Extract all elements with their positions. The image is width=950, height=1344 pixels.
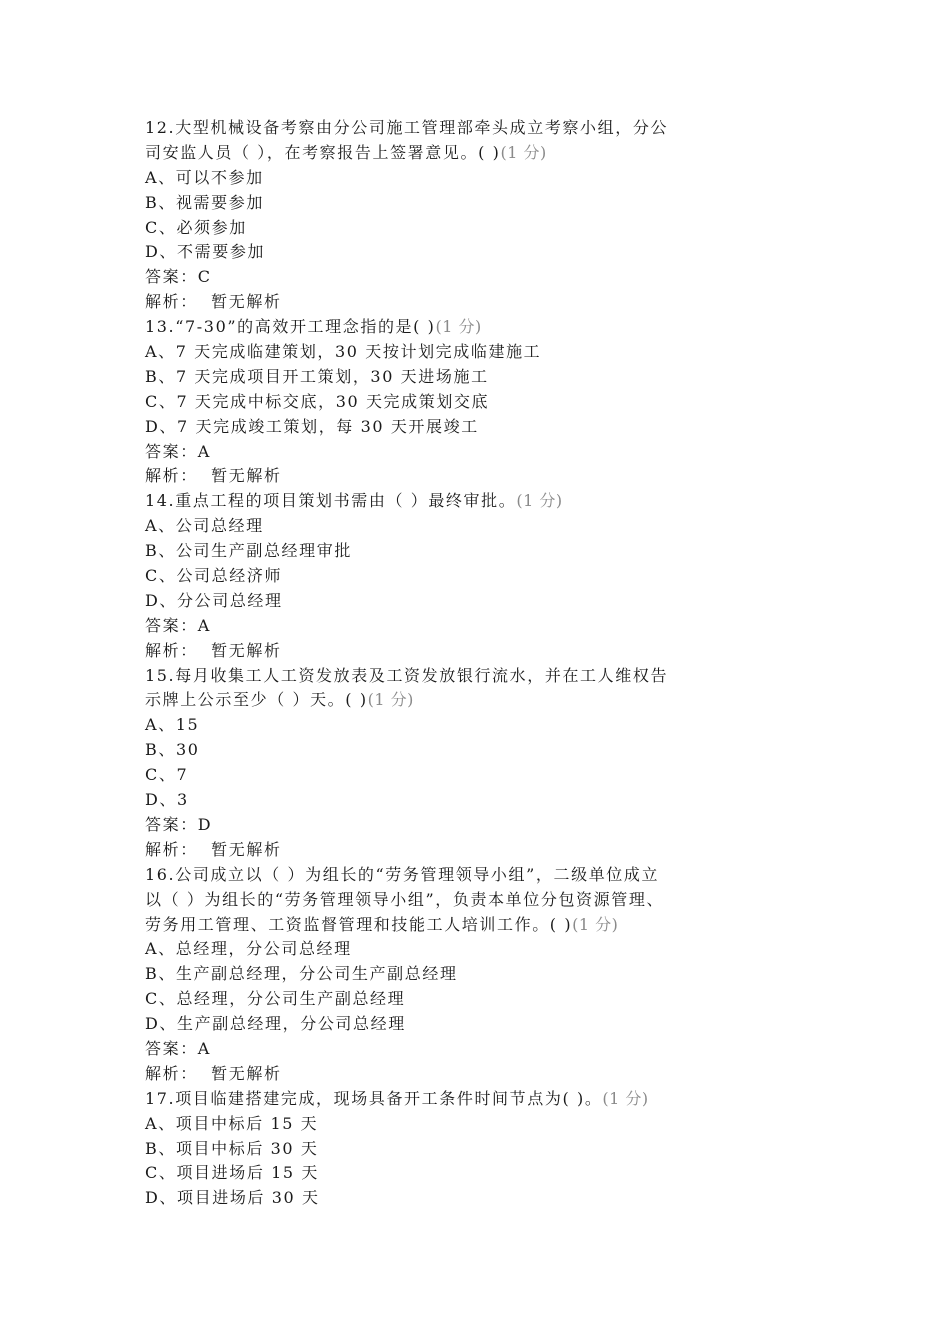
answer: 答案：A	[145, 441, 211, 461]
option-a: A、项目中标后 15 天	[145, 1113, 319, 1133]
option-d: D、生产副总经理，分公司总经理	[145, 1014, 406, 1034]
analysis: 解析： 暂无解析	[145, 839, 282, 859]
score-label: (1 分)	[367, 690, 414, 710]
option-c: C、公司总经济师	[145, 566, 283, 586]
option-c: C、必须参加	[145, 217, 247, 237]
answer: 答案：D	[145, 814, 213, 834]
option-d: D、分公司总经理	[145, 590, 283, 610]
option-a: A、总经理，分公司总经理	[145, 939, 352, 959]
option-d: D、不需要参加	[145, 242, 266, 262]
option-a: A、公司总经理	[145, 516, 264, 536]
question-12	[145, 116, 725, 315]
option-b: B、公司生产副总经理审批	[145, 541, 352, 561]
question-stem-last: 司安监人员（ ），在考察报告上签署意见。( )(1 分)	[145, 142, 547, 162]
score-label: (1 分)	[516, 491, 563, 511]
option-a: A、15	[145, 715, 200, 735]
option-a: A、可以不参加	[145, 167, 264, 187]
question-stem: 16.公司成立以（ ）为组长的“劳务管理领导小组”，二级单位成立	[145, 864, 660, 884]
option-c: C、总经理，分公司生产副总经理	[145, 989, 406, 1009]
question-17	[145, 1087, 725, 1211]
score-label: (1 分)	[602, 1088, 649, 1108]
analysis: 解析： 暂无解析	[145, 640, 282, 660]
option-a: A、7 天完成临建策划，30 天按计划完成临建施工	[145, 342, 542, 362]
option-d: D、项目进场后 30 天	[145, 1188, 320, 1208]
question-stem-last: 14.重点工程的项目策划书需由（ ）最终审批。(1 分)	[145, 491, 563, 511]
option-b: B、30	[145, 740, 200, 760]
question-stem-last: 17.项目临建搭建完成，现场具备开工条件时间节点为( )。(1 分)	[145, 1088, 649, 1108]
document-page	[145, 116, 725, 1211]
answer: 答案：C	[145, 267, 212, 287]
score-label: (1 分)	[572, 914, 619, 934]
answer: 答案：A	[145, 1038, 211, 1058]
analysis: 解析： 暂无解析	[145, 466, 282, 486]
question-16	[145, 863, 725, 1087]
analysis: 解析： 暂无解析	[145, 1063, 282, 1083]
option-b: B、项目中标后 30 天	[145, 1138, 319, 1158]
option-b: B、生产副总经理，分公司生产副总经理	[145, 964, 458, 984]
question-stem: 15.每月收集工人工资发放表及工资发放银行流水，并在工人维权告	[145, 665, 669, 685]
question-stem-last: 劳务用工管理、工资监督管理和技能工人培训工作。( )(1 分)	[145, 914, 619, 934]
question-stem: 12.大型机械设备考察由分公司施工管理部牵头成立考察小组，分公	[145, 118, 669, 137]
score-label: (1 分)	[500, 142, 547, 162]
option-c: C、项目进场后 15 天	[145, 1163, 319, 1183]
answer: 答案：A	[145, 615, 211, 635]
question-stem-last: 示牌上公示至少（ ）天。( )(1 分)	[145, 690, 414, 710]
question-15	[145, 664, 725, 863]
score-label: (1 分)	[435, 317, 482, 337]
question-14	[145, 489, 725, 663]
option-d: D、3	[145, 790, 189, 810]
option-c: C、7	[145, 765, 189, 785]
option-c: C、7 天完成中标交底，30 天完成策划交底	[145, 391, 490, 411]
question-13	[145, 315, 725, 489]
question-stem: 以（ ）为组长的“劳务管理领导小组”，负责本单位分包资源管理、	[145, 889, 665, 909]
question-stem-last: 13.“7-30”的高效开工理念指的是( )(1 分)	[145, 317, 482, 337]
option-b: B、视需要参加	[145, 192, 264, 212]
option-d: D、7 天完成竣工策划，每 30 天开展竣工	[145, 416, 479, 436]
analysis: 解析： 暂无解析	[145, 292, 282, 312]
option-b: B、7 天完成项目开工策划，30 天进场施工	[145, 366, 489, 386]
